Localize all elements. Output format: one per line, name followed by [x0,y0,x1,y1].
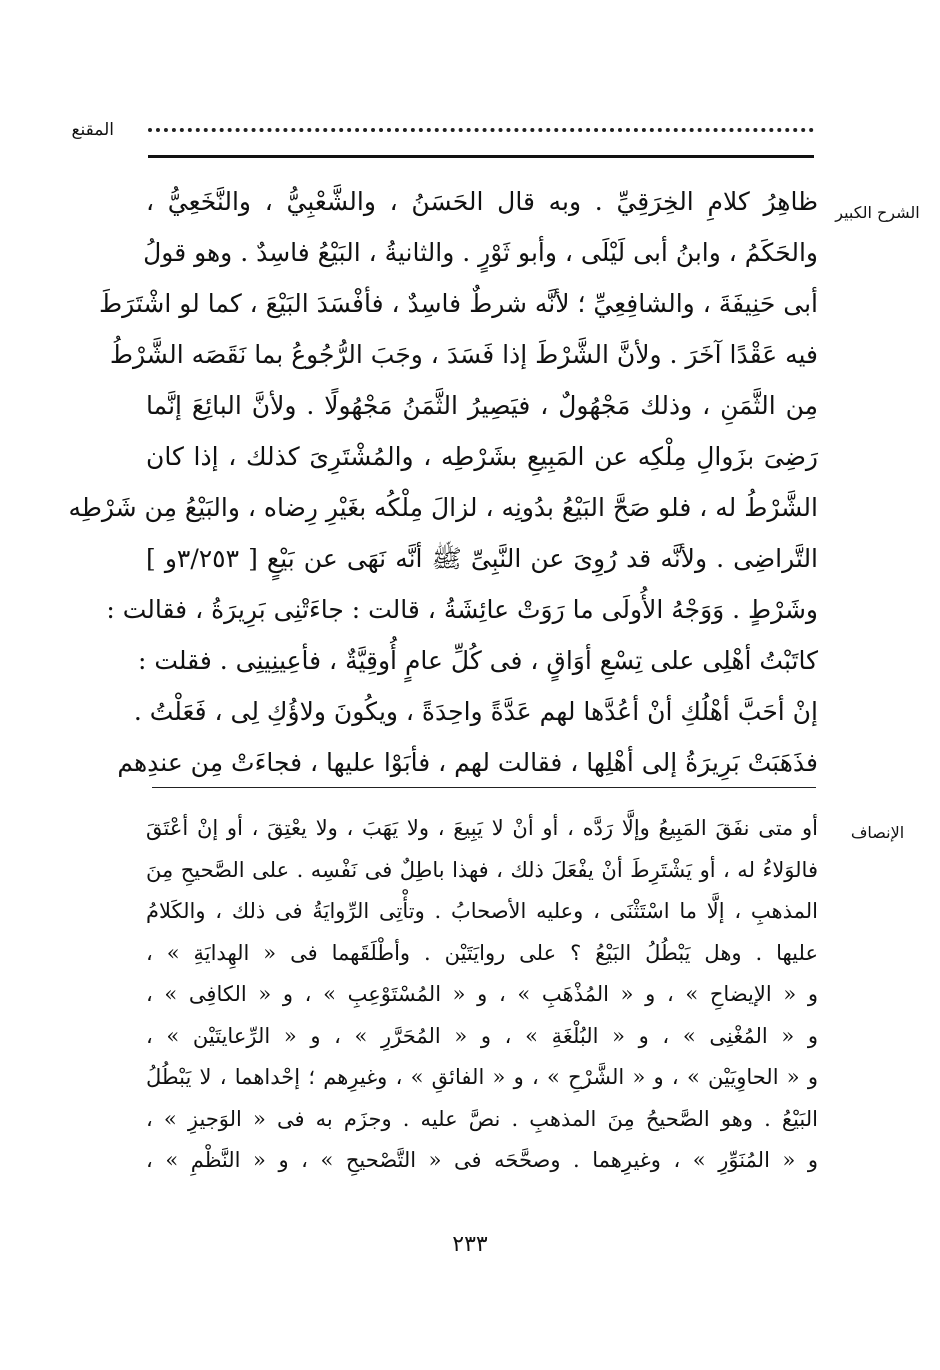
sharh-line: إنْ أحَبَّ أهْلُكِ أنْ أعُدَّها لهم عَدَّةً واحِدَةً ، ويكُونَ ولاؤُكِ لِى ، فَعَلْتُ . [133,697,818,726]
insaf-text-block [146,808,818,1182]
sharh-line: كاتَبْتُ أهْلِى على تِسْعِ أوَاقٍ ، فى كُلِّ عامٍ أُوقِيَّةٌ ، فأعِينِينِى . فقلت : [137,646,818,675]
sharh-line: مِن الثَّمَنِ ، وذلك مَجْهُولٌ ، فيَصِيرُ الثَّمَنُ مَجْهُولًا . ولأنَّ البائِعَ إنَّما [146,391,818,420]
insaf-line: عليها . وهل يَبْطُلُ البَيْعُ ؟ على روايَتَيْن . وأطْلَقَهما فى « الهِدايَةِ » ، [146,940,818,965]
insaf-line: البَيْعُ . وهو الصَّحيحُ مِنَ المذهبِ . نصَّ عليه . وجزَم به فى « الوَجيزِ » ، [146,1106,818,1131]
sharh-line: الشَّرْطُ له ، فلو صَحَّ البَيْعُ بدُونِه ، لزالَ مِلْكُه بغَيْرِ رِضاه ، والبَيْعُ مِن شَرْطِه [68,493,818,522]
insaf-line: و « الحاوِيَيْن » ، و « الشَّرْحِ » ، و « الفائقِ » ، وغيرِهم ؛ إحْداهما ، لا يَبْطُلُ [146,1065,818,1089]
insaf-line: و « المُغْنِى » ، و « البُلْغَةِ » ، و « المُحَرَّرِ » ، و « الرِّعايتَيْن » ، [146,1023,818,1048]
header-rule [148,155,814,158]
sharh-line: فذَهَبَتْ بَرِيرَةُ إلى أهْلِها ، فقالت لهم ، فأبَوْا عليها ، فجاءَتْ مِن عندِهم [117,748,818,777]
header-dotted-leader [148,112,814,132]
insaf-line: فالوَلاءُ له ، أو يَشْتَرِطَ أنْ يفْعَلَ ذلك ، فهذا باطِلٌ فى نَفْسِه . على الصَّحيحِ مِنَ [146,857,818,882]
sharh-line: ظاهِرُ كلامِ الخِرَقِيِّ . وبه قال الحَسَنُ ، والشَّعْبِيُّ ، والنَّخَعِيُّ ، [146,187,818,216]
header-book-title: المقنع [71,120,114,140]
sharh-line: فيه عَقْدًا آخَرَ . ولأنَّ الشَّرْطَ إذا فَسَدَ ، وجَبَ الرُّجُوعُ بما نَقَصَه الشَّرْطُ [109,340,818,369]
sharh-line: التَّراضِى . ولأنَّه قد رُوِىَ عن النَّبِىِّ ﷺ أنَّه نَهَى عن بَيْعٍ [ ٣/٢٥٣و ] [146,544,819,573]
insaf-line: و « الإيضاحِ » ، و « المُذْهَبِ » ، و « المُسْتَوْعِبِ » ، و « الكافِى » ، [146,982,818,1006]
insaf-section-label: الإنصاف [850,823,905,842]
sharh-text-block [68,176,819,788]
sharh-line: رَضِىَ بزَوالِ مِلْكِه عن المَبِيعِ بشَرْطِه ، والمُشْتَرِىَ كذلك ، إذا كان [146,442,818,471]
sharh-line: وشَرْطٍ . وَوَجْهُ الأُولَى ما رَوَتْ عائِشَةُ ، قالت : جاءَتْنِى بَرِيرَةُ ، فقالت : [106,595,818,624]
section-divider [152,787,816,788]
insaf-line: المذهبِ ، إلَّا ما اسْتَثْنَى ، وعليه الأصحابُ . وتأْتِى الرِّوايَةُ فى ذلك ، والكَلامُ [146,899,818,923]
page-number: ٢٣٣ [452,1232,488,1257]
insaf-line: و « المُنَوِّرِ » ، وغيرِهما . وصحَّحَه فى « التَّصْحيحِ » ، و « النَّظْمِ » ، [146,1148,818,1172]
insaf-line: أو متى نفَقَ المَبِيعُ وإلَّا رَدَّه ، أو أنْ لا يَبِيعَ ، ولا يَهَبَ ، ولا يعْتِقَ ، أو إنْ أعْتَقَ [146,816,818,840]
sharh-line: أبى حَنِيفَةَ ، والشافِعِيِّ ؛ لأنَّه شرطٌ فاسِدٌ ، فأفْسَدَ البَيْعَ ، كما لو اشْتَرَطَ [98,289,818,318]
sharh-section-label: الشرح الكبير [835,203,920,222]
sharh-line: والحَكَمُ ، وابنُ أبى لَيْلَى ، وأبو ثَوْرٍ . والثانيةُ ، البَيْعُ فاسِدٌ . وهو قولُ [143,238,818,267]
